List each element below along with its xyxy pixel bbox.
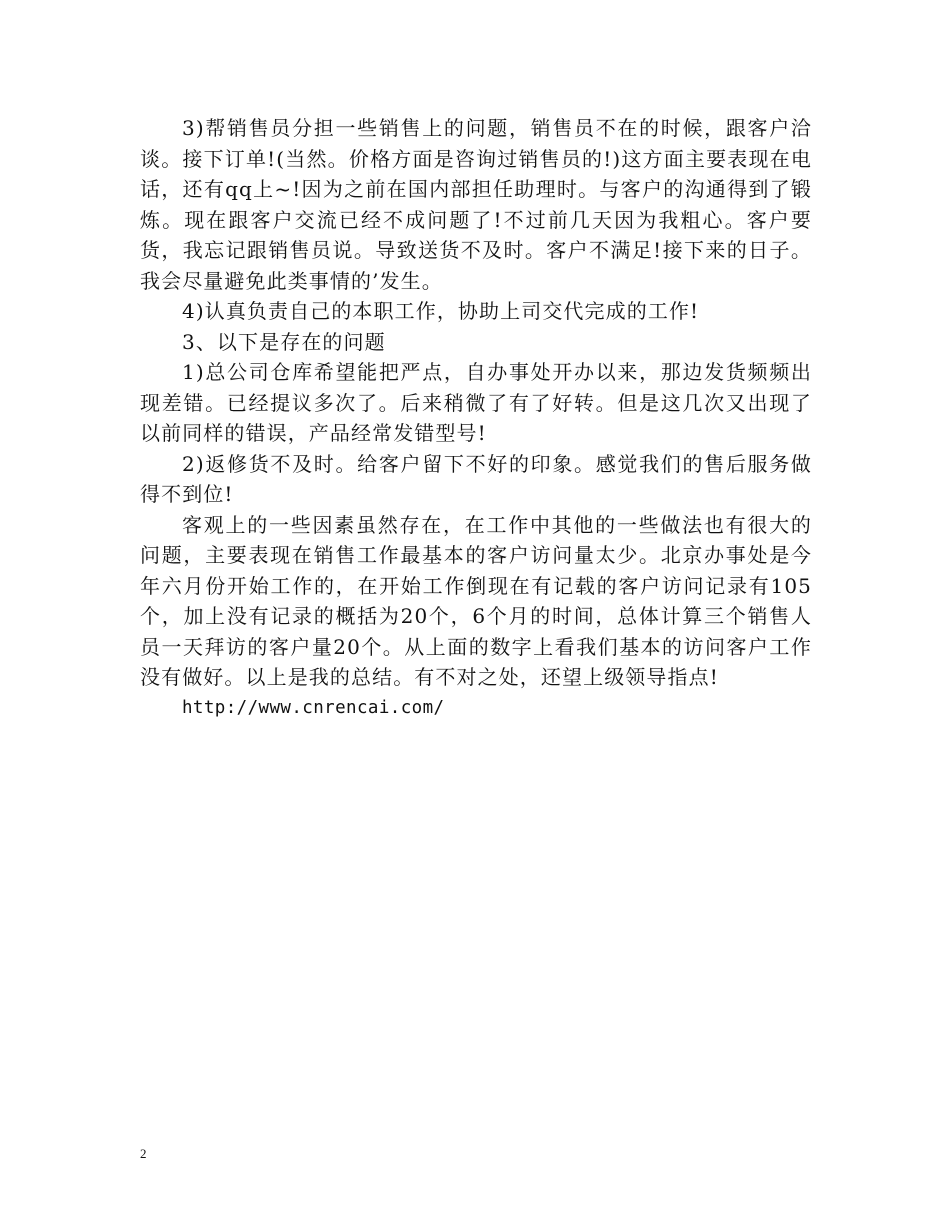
page-number: 2: [140, 1146, 147, 1161]
section-heading-problems: 3、以下是存在的问题: [182, 329, 386, 354]
document-body: [140, 113, 812, 723]
source-url: http://www.cnrencai.com/: [182, 697, 445, 718]
paragraph-job-duty: 4)认真负责自己的本职工作，协助上司交代完成的工作!: [182, 299, 700, 323]
paragraph-repair-issue: 2)返修货不及时。给客户留下不好的印象。感觉我们的售后服务做得不到位!: [140, 451, 812, 506]
paragraph-summary: 客观上的一些因素虽然存在，在工作中其他的一些做法也有很大的问题，主要表现在销售工作最基本的客户访问量太少。北京办事处是今年六月份开始工作的，在开始工作倒现在有记载的客户访问记录有105个，加上没有记录的概括为20个，6个月的时间，总体计算三个销售人员一天拜访的客户量20个。从上面的数字上看我们基本的访问客户工作没有做好。以上是我的总结。有不对之处，还望上级领导指点!: [140, 512, 812, 689]
paragraph-warehouse-issue: 1)总公司仓库希望能把严点，自办事处开办以来，那边发货频频出现差错。已经提议多次了。后来稍微了有了好转。但是这几次又出现了以前同样的错误，产品经常发错型号!: [140, 360, 812, 445]
paragraph-sales-assist: 3)帮销售员分担一些销售上的问题，销售员不在的时候，跟客户洽谈。接下订单!(当然。价格方面是咨询过销售员的!)这方面主要表现在电话，还有qq上~!因为之前在国内部担任助理时。与客户的沟通得到了锻炼。现在跟客户交流已经不成问题了!不过前几天因为我粗心。客户要货，我忘记跟销售员说。导致送货不及时。客户不满足!接下来的日子。我会尽量避免此类事情的’发生。: [140, 116, 812, 293]
